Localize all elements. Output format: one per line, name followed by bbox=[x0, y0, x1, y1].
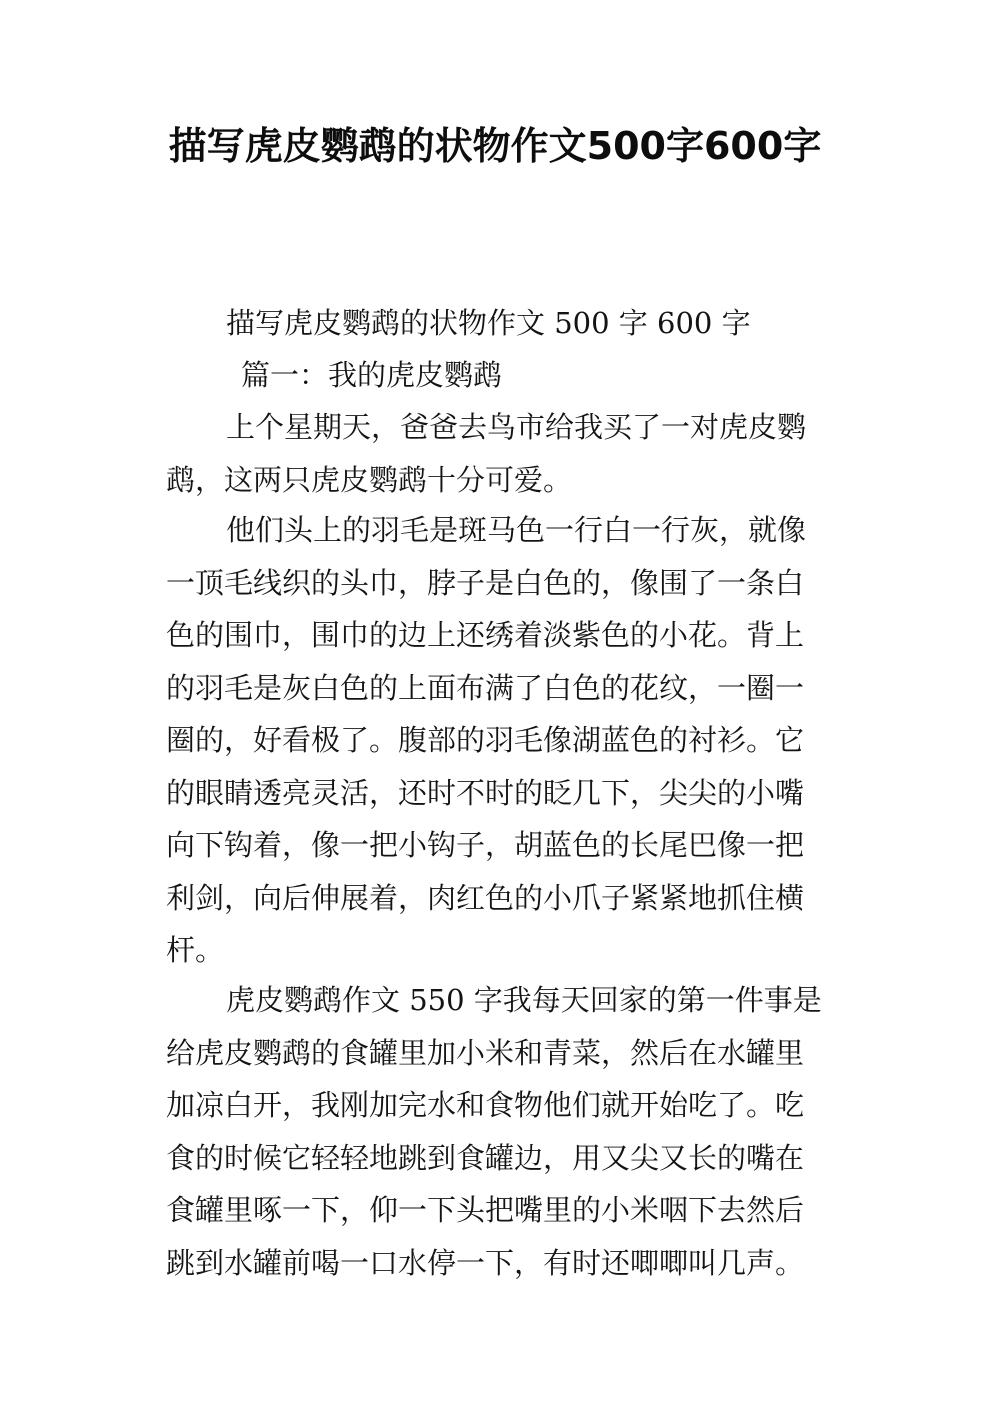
document-title: 描写虎皮鹦鹉的状物作文500字600字 bbox=[168, 124, 822, 168]
document-subtitle: 描写虎皮鹦鹉的状物作文 500 字 600 字 bbox=[226, 306, 751, 340]
chapter-heading: 篇一：我的虎皮鹦鹉 bbox=[241, 358, 503, 392]
paragraph-2: 他们头上的羽毛是斑马色一行白一行灰，就像一顶毛线织的头巾，脖子是白色的，像围了一条白色的围巾，围巾的边上还绣着淡紫色的小花。背上的羽毛是灰白色的上面布满了白色的花纹，一圈一圈的，好看极了。腹部的羽毛像湖蓝色的衬衫。它的眼睛透亮灵活，还时不时的眨几下，尖尖的小嘴向下钩着，像一把小钩子，胡蓝色的长尾巴像一把利剑，向后伸展着，肉红色的小爪子紧紧地抓住横杆。 bbox=[166, 513, 807, 967]
paragraph-1: 上个星期天，爸爸去鸟市给我买了一对虎皮鹦鹉，这两只虎皮鹦鹉十分可爱。 bbox=[166, 410, 807, 497]
paragraph-3: 虎皮鹦鹉作文 550 字我每天回家的第一件事是给虎皮鹦鹉的食罐里加小米和青菜，然后在水罐里加凉白开，我刚加完水和食物他们就开始吃了。吃食的时候它轻轻地跳到食罐边，用又尖又长的嘴在食罐里啄一下，仰一下头把嘴里的小米咽下去然后跳到水罐前喝一口水停一下，有时还唧唧叫几声。 bbox=[166, 983, 822, 1280]
